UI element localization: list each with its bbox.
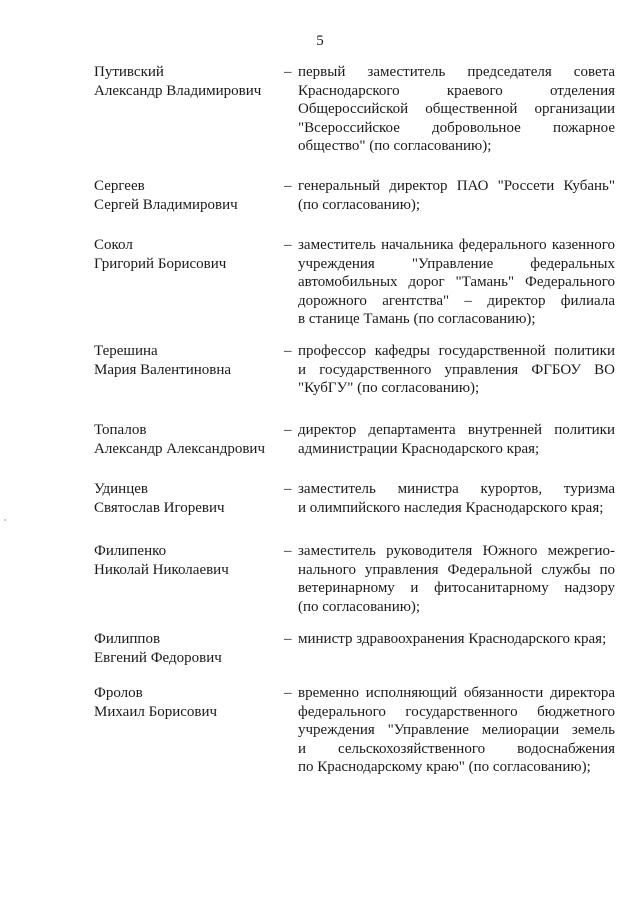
position-line: министр здравоохранения Краснодарского края; <box>298 631 607 647</box>
member-name <box>94 630 284 667</box>
position-line: директор департамента внутренней политики <box>298 422 615 438</box>
member-position <box>298 542 615 616</box>
position-line: учреждения "Управление мелиорации земель <box>298 722 615 738</box>
member-surname: Сергеев <box>94 178 145 194</box>
member-name <box>94 177 284 214</box>
member-given-names: Мария Валентиновна <box>94 361 232 378</box>
position-line: нального управления Федеральной службы по <box>298 561 615 578</box>
member-position <box>298 342 615 398</box>
position-line: "КубГУ" (по согласованию); <box>298 380 480 396</box>
position-line: (по согласованию); <box>298 196 421 213</box>
member-surname: Фролов <box>94 685 143 701</box>
position-line: в станице Тамань (по согласованию); <box>298 311 536 327</box>
member-given-names: Григорий Борисович <box>94 255 227 272</box>
member-surname: Филиппов <box>94 631 161 647</box>
position-line: Общероссийской общественной организации <box>298 101 615 117</box>
position-line: дорожного агентства" – директор филиала <box>298 292 615 309</box>
position-line: администрации Краснодарского края; <box>298 440 540 457</box>
margin-mark <box>4 519 6 521</box>
dash-separator: – <box>284 422 292 438</box>
position-line: временно исполняющий обязанности директора <box>298 685 615 701</box>
position-line: генеральный директор ПАО "Россети Кубань" <box>298 178 615 194</box>
member-name <box>94 480 284 517</box>
position-line: заместитель руководителя Южного межрегио- <box>298 543 615 559</box>
member-surname: Терешина <box>94 343 158 359</box>
member-position <box>298 421 615 458</box>
dash-separator: – <box>284 178 292 194</box>
position-line: и сельскохозяйственного водоснабжения <box>298 740 615 757</box>
page-number: 5 <box>316 33 324 49</box>
member-position <box>298 177 615 214</box>
position-line: автомобильных дорог "Тамань" Федерального <box>298 274 615 290</box>
member-name <box>94 236 284 273</box>
dash-separator: – <box>284 237 292 253</box>
member-name <box>94 542 284 579</box>
member-position <box>298 630 615 649</box>
member-given-names: Николай Николаевич <box>94 561 229 578</box>
member-given-names: Михаил Борисович <box>94 703 218 720</box>
member-surname: Путивский <box>94 64 164 80</box>
position-line: (по согласованию); <box>298 598 421 615</box>
member-position <box>298 684 615 777</box>
position-line: первый заместитель председателя совета <box>298 64 615 80</box>
member-name <box>94 684 284 721</box>
member-given-names: Сергей Владимирович <box>94 196 238 213</box>
position-line: федерального государственного бюджетного <box>298 703 615 720</box>
member-surname: Топалов <box>94 422 147 438</box>
position-line: учреждения "Управление федеральных <box>298 255 615 272</box>
dash-separator: – <box>284 543 292 559</box>
member-surname: Филипенко <box>94 543 167 559</box>
member-given-names: Святослав Игоревич <box>94 499 225 516</box>
position-line: ветеринарному и фитосанитарному надзору <box>298 580 615 596</box>
member-given-names: Александр Владимирович <box>94 82 262 99</box>
member-name <box>94 342 284 379</box>
position-line: и государственного управления ФГБОУ ВО <box>298 361 615 378</box>
member-position <box>298 63 615 156</box>
member-surname: Сокол <box>94 237 133 253</box>
member-given-names: Евгений Федорович <box>94 649 222 666</box>
dash-separator: – <box>284 343 292 359</box>
dash-separator: – <box>284 64 292 80</box>
position-line: заместитель министра курортов, туризма <box>298 481 615 497</box>
member-name <box>94 421 284 458</box>
member-given-names: Александр Александрович <box>94 440 265 457</box>
member-position <box>298 236 615 329</box>
dash-separator: – <box>284 631 292 647</box>
dash-separator: – <box>284 685 292 701</box>
member-position <box>298 480 615 517</box>
dash-separator: – <box>284 481 292 497</box>
position-line: и олимпийского наследия Краснодарского края; <box>298 499 604 516</box>
position-line: "Всероссийское добровольное пожарное <box>298 119 615 136</box>
position-line: по Краснодарскому краю" (по согласованию); <box>298 759 591 775</box>
position-line: заместитель начальника федерального казенного <box>298 237 615 253</box>
member-surname: Удинцев <box>94 481 148 497</box>
member-name <box>94 63 284 100</box>
position-line: общество" (по согласованию); <box>298 138 492 154</box>
position-line: профессор кафедры государственной политики <box>298 343 615 359</box>
position-line: Краснодарского краевого отделения <box>298 82 615 99</box>
